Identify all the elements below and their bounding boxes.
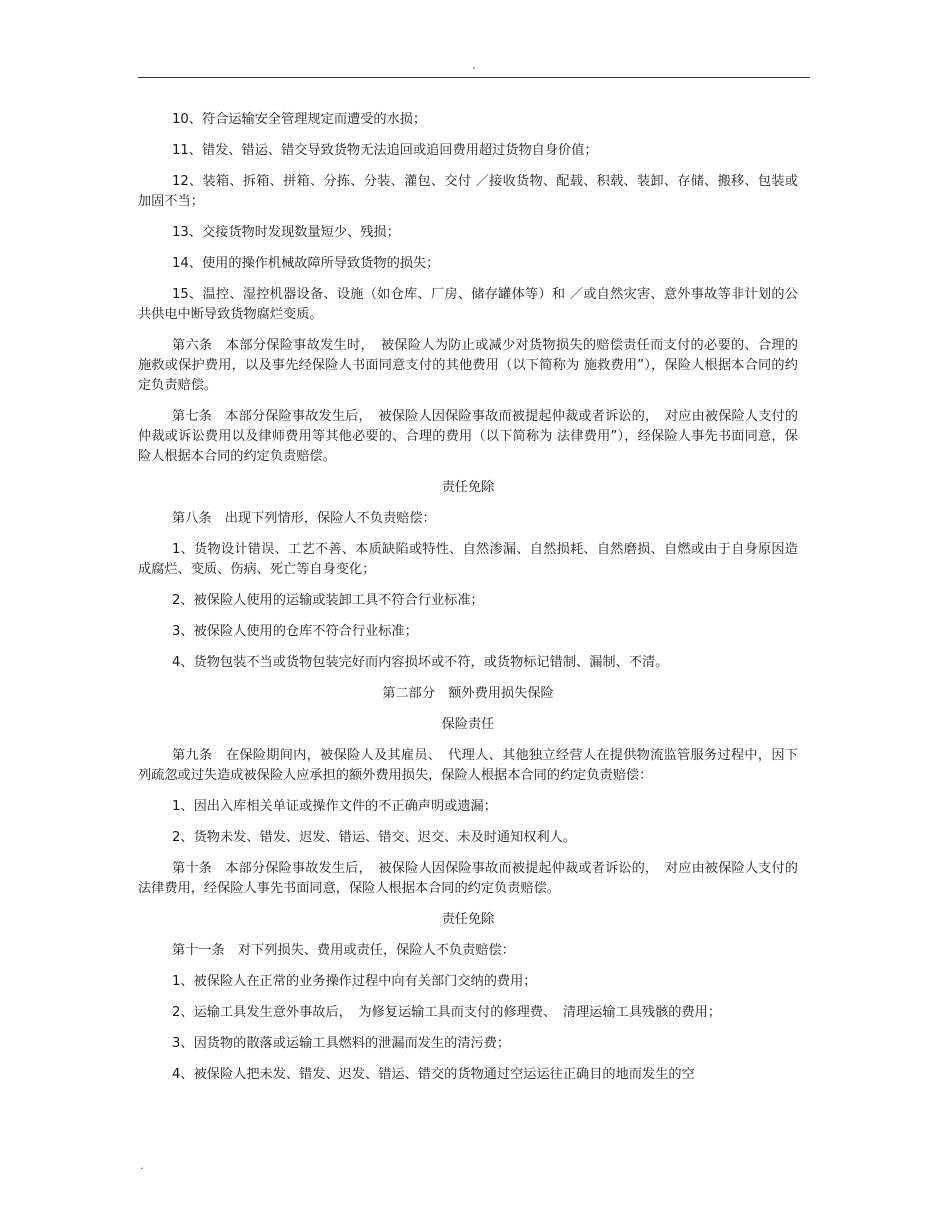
exclusion-item-3b: 3、因货物的散落或运输工具燃料的泄漏而发生的清污费；: [172, 1036, 511, 1051]
clause-item-11: 11、错发、错运、错交导致货物无法追回或追回费用超过货物自身价值；: [172, 143, 598, 158]
footer-mark: .: [140, 1159, 144, 1172]
exclusion-item-3: 3、被保险人使用的仓库不符合行业标准；: [172, 624, 418, 639]
document-body: [138, 110, 798, 1096]
article-9: 第九条 在保险期间内，被保险人及其雇员、 代理人、其他独立经营人在提供物流监管服务过程中，因下列疏忽或过失造成被保险人应承担的额外费用损失，保险人根据本合同的约定负责赔偿：: [138, 748, 798, 783]
header-divider: [138, 77, 810, 78]
article-11: 第十一条 对下列损失、费用或责任，保险人不负责赔偿：: [172, 943, 515, 958]
exclusion-item-1: 1、货物设计错误、工艺不善、本质缺陷或特性、自然渗漏、自然损耗、自然磨损、自燃或由于自身原因造成腐烂、变质、伤病、死亡等自身变化；: [138, 542, 798, 577]
exclusion-item-4b: 4、被保险人把未发、错发、迟发、错运、错交的货物通过空运运往正确目的地而发生的空: [172, 1067, 695, 1082]
article-6: 第六条 本部分保险事故发生时， 被保险人为防止或减少对货物损失的赔偿责任而支付的必要的、合理的施救或保护费用，以及事先经保险人书面同意支付的其他费用（以下简称为 施救费用”），保险人根据本合同的约定负责赔偿。: [138, 338, 798, 393]
exclusion-item-2b: 2、运输工具发生意外事故后， 为修复运输工具而支付的修理费、 清理运输工具残骸的费用；: [172, 1005, 722, 1020]
coverage-item-1: 1、因出入库相关单证或操作文件的不正确声明或遗漏；: [172, 799, 497, 814]
section-heading-exclusions-2: 责任免除: [441, 912, 495, 927]
exclusion-item-1b: 1、被保险人在正常的业务操作过程中向有关部门交纳的费用；: [172, 974, 537, 989]
article-7: 第七条 本部分保险事故发生后， 被保险人因保险事故而被提起仲裁或者诉讼的， 对应由被保险人支付的仲裁或诉讼费用以及律师费用等其他必要的、合理的费用（以下简称为 法律费用”），经保险人事先书面同意，保险人根据本合同的约定负责赔偿。: [138, 409, 798, 464]
clause-item-12: 12、装箱、拆箱、拼箱、分拣、分装、灌包、交付 ／接收货物、配载、积载、装卸、存储、搬移、包装或加固不当；: [138, 174, 798, 209]
clause-item-13: 13、交接货物时发现数量短少、残损；: [172, 225, 400, 240]
article-8: 第八条 出现下列情形，保险人不负责赔偿：: [172, 511, 436, 526]
section-heading-exclusions: 责任免除: [441, 480, 495, 495]
exclusion-item-4: 4、货物包装不当或货物包装完好而内容损坏或不符，或货物标记错制、漏制、不清。: [172, 655, 669, 670]
coverage-item-2: 2、货物未发、错发、迟发、错运、错交、迟交、未及时通知权利人。: [172, 830, 577, 845]
clause-item-10: 10、符合运输安全管理规定而遭受的水损；: [172, 112, 427, 127]
part-heading-2: 第二部分 额外费用损失保险: [382, 686, 554, 701]
section-heading-coverage: 保险责任: [441, 717, 495, 732]
exclusion-item-2: 2、被保险人使用的运输或装卸工具不符合行业标准；: [172, 593, 484, 608]
article-10: 第十条 本部分保险事故发生后， 被保险人因保险事故而被提起仲裁或者诉讼的， 对应由被保险人支付的法律费用，经保险人事先书面同意，保险人根据本合同的约定负责赔偿。: [138, 861, 798, 896]
clause-item-15: 15、温控、湿控机器设备、设施（如仓库、厂房、储存罐体等）和 ／或自然灾害、意外事故等非计划的公共供电中断导致货物腐烂变质。: [138, 287, 798, 322]
clause-item-14: 14、使用的操作机械故障所导致货物的损失；: [172, 256, 440, 271]
header-mark: .: [472, 59, 476, 72]
